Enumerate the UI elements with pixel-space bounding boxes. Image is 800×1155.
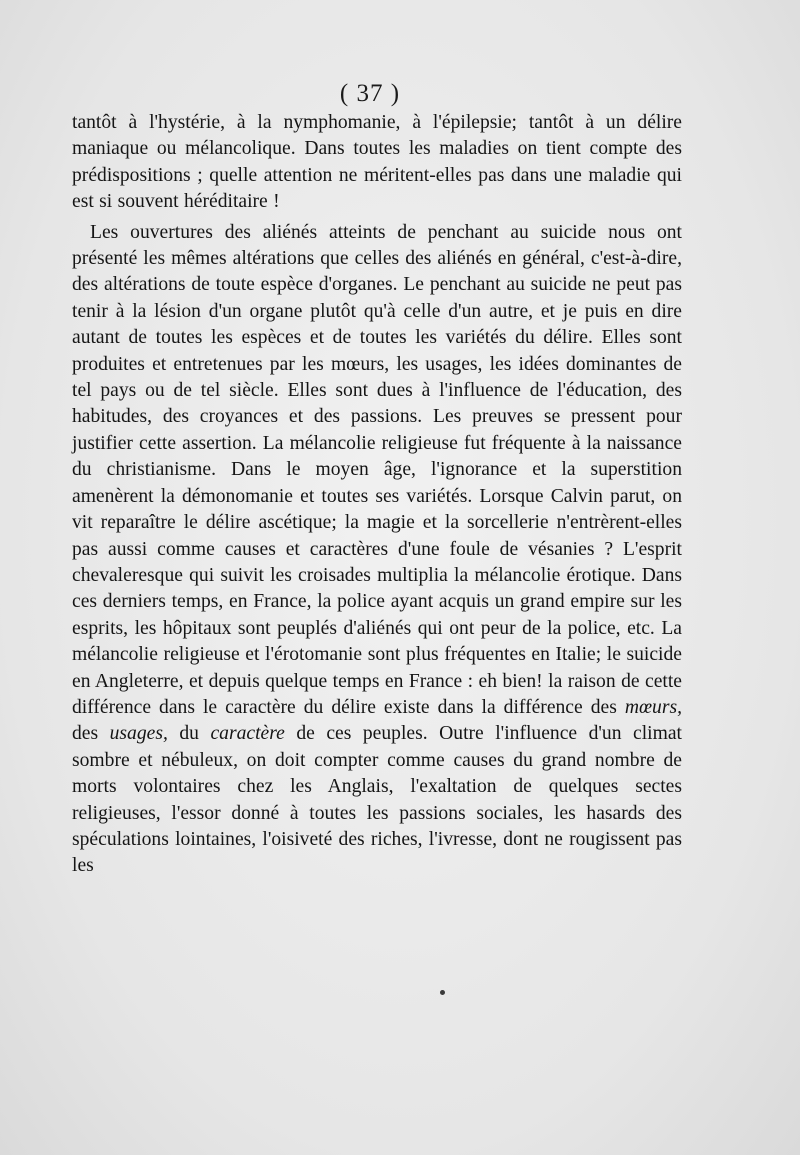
italic-usages: usages, (109, 723, 168, 745)
paragraph-2-connector-2: du (167, 723, 211, 745)
paragraph-2 (72, 220, 682, 880)
paragraph-2-text-end: de ces peuples. Outre l'influence d'un climat sombre et nébuleux, on doit compter comme causes du grand nombre de morts volontaires chez les Anglais, l'exaltation de quelques sectes religieuses, l'essor donné à toutes les passions sociales, les hasards des spéculations lointaines, l'oisiveté des riches, l'ivresse, dont ne rougissent pas les (72, 723, 682, 877)
paragraph-2-connector-1: des (72, 723, 110, 745)
paragraph-2-text-start: Les ouvertures des aliénés atteints de penchant au suicide nous ont présenté les mêmes altérations que celles des aliénés en général, c'est-à-dire, des altérations de toute espèce d'organes. Le penchant au suicide ne peut pas tenir à la lésion d'un organe plutôt qu'à celle d'un autre, et je puis en dire autant de toutes les espèces et de toutes les variétés du délire. Elles sont produites et entretenues par les mœurs, les usages, les idées dominantes de tel pays ou de tel siècle. Elles sont dues à l'influence de l'éducation, des habitudes, des croyances et des passions. Les preuves se pressent pour justifier cette assertion. La mélancolie religieuse fut fréquente à la naissance du christianisme. Dans le moyen âge, l'ignorance et la superstition amenèrent la démonomanie et toutes ses variétés. Lorsque Calvin parut, on vit reparaître le délire ascétique; la magie et la sorcellerie n'entrèrent-elles pas aussi comme causes et caractères d'une foule de vésanies ? L'esprit chevaleresque qui suivit les croisades multiplia la mélancolie érotique. Dans ces derniers temps, en France, la police ayant acquis un grand empire sur les esprits, les hôpitaux sont peuplés d'aliénés qui ont peur de la police, etc. La mélancolie religieuse et l'érotomanie sont plus fréquentes en Italie; le suicide en Angleterre, et depuis quelque temps en France : eh bien! la raison de cette différence dans le caractère du délire existe dans la différence des (72, 221, 682, 718)
page-number: ( 37 ) (339, 80, 401, 107)
italic-moeurs: mœurs, (624, 696, 682, 718)
body-text (72, 110, 682, 880)
ink-speck (440, 990, 445, 995)
italic-caractere: caractère (210, 723, 285, 745)
paragraph-1: tantôt à l'hystérie, à la nymphomanie, à l'épilepsie; tantôt à un délire maniaque ou mélancolique. Dans toutes les maladies on tient compte des prédispositions ; quelle attention ne méritent-elles pas dans une maladie qui est si souvent héréditaire ! (72, 112, 682, 213)
